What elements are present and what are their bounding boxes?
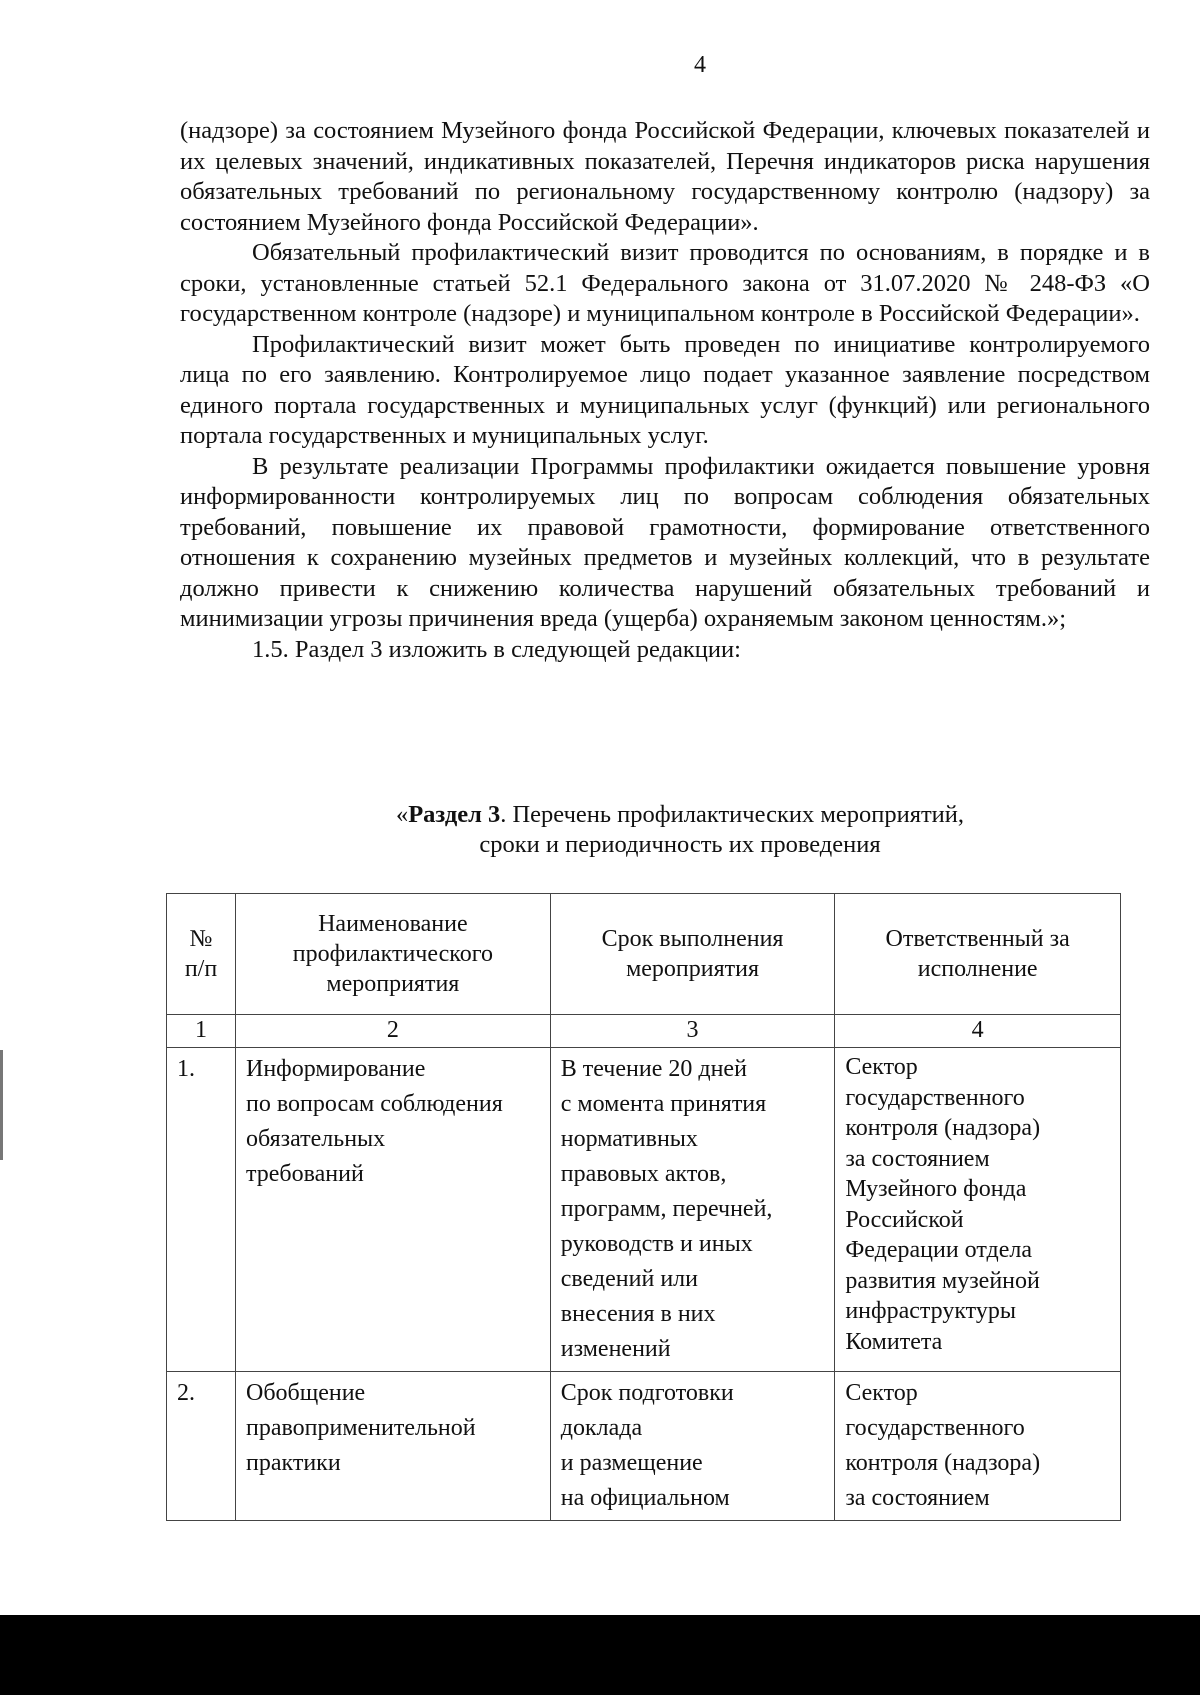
section-title-line-2: сроки и периодичность их проведения [479, 831, 881, 858]
section-title-line-1 [240, 800, 1120, 830]
column-number: 4 [835, 1015, 1121, 1048]
table-row [167, 1048, 1121, 1372]
scan-edge-mark [0, 1050, 3, 1160]
header-number: № п/п [167, 894, 236, 1015]
measure-term: В течение 20 дней с момента принятия нормативных правовых актов, программ, перечней, руководств и иных сведений или внесения в них изменений [550, 1048, 835, 1372]
column-number: 2 [235, 1015, 550, 1048]
column-number-row [167, 1015, 1121, 1048]
paragraph-preventive-visit: Профилактический визит может быть проведен по инициативе контролируемого лица по его заявлению. Контролируемое лицо подает указанное заявление посредством единого портала государственных и муниципальных услуг (функций) или регионального портала государственных и муниципальных услуг. [180, 330, 1150, 449]
scan-bottom-border [0, 1615, 1200, 1695]
measure-name: Информирование по вопросам соблюдения обязательных требований [235, 1048, 550, 1372]
row-number: 1. [167, 1048, 236, 1372]
measure-term: Срок подготовки доклада и размещение на официальном [550, 1372, 835, 1521]
table-row [167, 1372, 1121, 1521]
header-term: Срок выполнения мероприятия [550, 894, 835, 1015]
measures-table [166, 893, 1121, 1521]
header-measure-name: Наименование профилактического мероприятия [235, 894, 550, 1015]
section-title-text: . Перечень профилактических мероприятий, [500, 801, 965, 828]
section-title [240, 800, 1120, 860]
clause-1-5: 1.5. Раздел 3 изложить в следующей редакции: [252, 635, 741, 663]
open-quote: « [395, 801, 409, 828]
table-header-row [167, 894, 1121, 1015]
measure-responsible: Сектор государственного контроля (надзора) за состоянием [835, 1372, 1121, 1521]
row-number: 2. [167, 1372, 236, 1521]
measure-responsible: Сектор государственного контроля (надзора) за состоянием Музейного фонда Российской Федерации отдела развития музейной инфраструктуры Комитета [835, 1048, 1121, 1372]
column-number: 3 [550, 1015, 835, 1048]
column-number: 1 [167, 1015, 236, 1048]
page-number: 4 [694, 52, 706, 78]
body-text [180, 116, 1150, 665]
paragraph-continuation: (надзоре) за состоянием Музейного фонда Российской Федерации, ключевых показателей и их целевых значений, индикативных показателей, Перечня индикаторов риска нарушения обязательных требований по региональному государственному контролю (надзору) за состоянием Музейного фонда Российской Федерации». [180, 117, 1150, 236]
section-label: Раздел 3 [408, 801, 501, 828]
measure-name: Обобщение правоприменительной практики [235, 1372, 550, 1521]
paragraph-mandatory-visit: Обязательный профилактический визит проводится по основаниям, в порядке и в сроки, установленные статьей 52.1 Федерального закона от 31.07.2020 № 248-ФЗ «О государственном контроле (надзоре) и муниципальном контроле в Российской Федерации». [180, 239, 1150, 327]
header-responsible: Ответственный за исполнение [835, 894, 1121, 1015]
paragraph-expected-results: В результате реализации Программы профилактики ожидается повышение уровня информированности контролируемых лиц по вопросам соблюдения обязательных требований, повышение их правовой грамотности, формирование ответственного отношения к сохранению музейных предметов и музейных коллекций, что в результате должно привести к снижению количества нарушений обязательных требований и минимизации угрозы причинения вреда (ущерба) охраняемым законом ценностям.»; [180, 452, 1150, 632]
